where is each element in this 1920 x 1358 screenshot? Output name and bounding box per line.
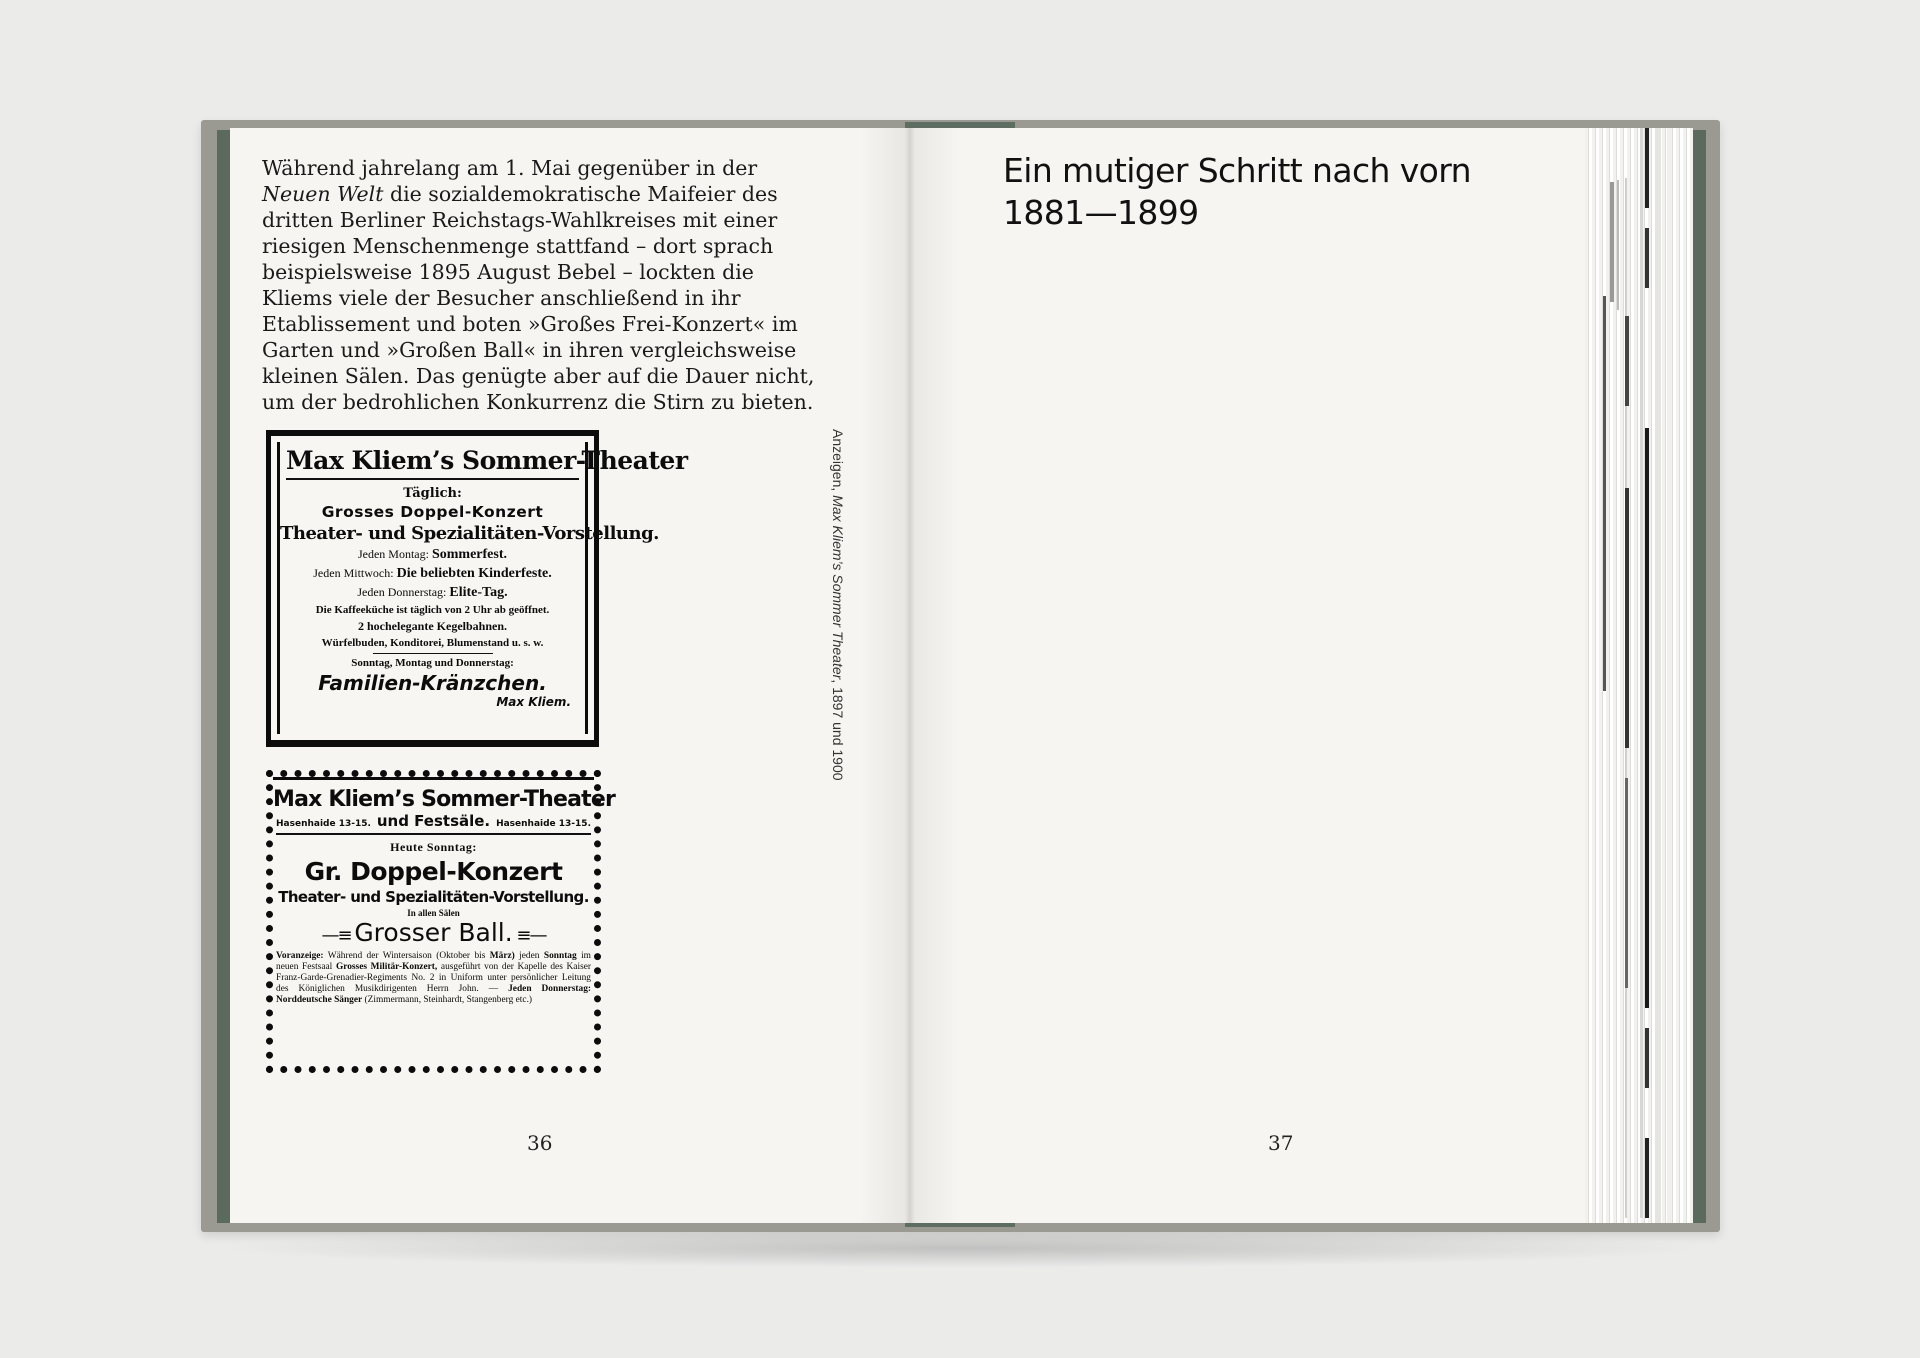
ad1-rule [373,653,493,654]
ad1-family: Familien-Kränzchen. [318,671,547,695]
book-shadow [215,1228,1710,1268]
ad2-concert: Gr. Doppel-Konzert [304,857,563,886]
ad2-all-halls: In allen Sälen [407,908,460,918]
ad1-thursday: Jeden Donnerstag: Elite-Tag. [357,585,508,600]
ad1-signature: Max Kliem. [496,695,571,709]
ad1-title: Max Kliem’s Sommer-Theater [286,444,579,480]
image-caption: Anzeigen, Max Kliem’s Sommer Theater, 1897 und 1900 [830,429,846,781]
ad1-daily: Täglich: [403,486,462,501]
ad2-address-row: Hasenhaide 13-15. und Festsäle. Hasenhaide 13-15. [276,812,591,835]
chapter-heading [1003,150,1471,234]
ad1-cafe: Die Kaffeeküche ist täglich von 2 Uhr ab geöffnet. [315,604,550,616]
body-paragraph: Während jahrelang am 1. Mai gegenüber in der Neuen Welt die sozialdemokratische Maifeier des dritten Berliner Reichstags-Wahlkreises mit einer riesigen Menschenmenge stattfand – dort sprach beispielsweise 1895 August Bebel – lockten die Kliems viele der Besucher anschließend in ihr Etablissement und boten »Großes Frei-Konzert« im Garten und »Großen Ball« in ihren vergleichsweise kleinen Sälen. Das genügte aber auf die Dauer nicht, um der bedrohlichen Konkurrenz die Stirn zu bieten. [262,156,815,414]
ad2-ball: —≡ Grosser Ball. ≡— [321,918,546,947]
ad1-days: Sonntag, Montag und Donnerstag: [351,657,514,669]
ad1-monday: Jeden Montag: Sommerfest. [357,547,508,562]
ad2-top-rule [273,777,594,780]
endpaper-edge-left [217,130,230,1223]
ad1-concert: Grosses Doppel-Konzert [321,503,544,521]
advertisement-1900 [266,770,616,1073]
chapter-title: Ein mutiger Schritt nach vorn [1003,151,1471,190]
page-number-right: 37 [1268,1131,1294,1155]
right-page [909,128,1585,1223]
endpaper-edge-right [1693,130,1706,1223]
ad2-title: Max Kliem’s Sommer-Theater [273,787,616,812]
ad1-stalls: Würfelbuden, Konditorei, Blumenstand u. s. w. [321,637,544,649]
ad2-theater: Theater- und Spezialitäten-Vorstellung. [278,888,589,906]
ad1-bowling: 2 hochelegante Kegelbahnen. [358,619,507,633]
page-edges [1585,128,1693,1223]
ad2-today: Heute Sonntag: [390,840,477,854]
chapter-years: 1881—1899 [1003,193,1199,232]
page-number-left: 36 [527,1131,553,1155]
ad2-notice: Voranzeige: Während der Wintersaison (Oktober bis März) jeden Sonntag im neuen Festsaal Grosses Militär-Konzert, ausgeführt von der Kapelle des Kaiser Franz-Garde-Grenadier-Regiments No. 2 in Uniform unter persönlicher Leitung des Königlichen Musikdirigenten Herrn John. — Jeden Donnerstag: Norddeutsche Sänger (Zimmermann, Steinhardt, Stangenberg etc.) [276,951,592,1005]
ad1-theater: Theater- und Spezialitäten-Vorstellung. [280,523,659,544]
advertisement-1897 [266,430,688,747]
ad1-wednesday: Jeden Mittwoch: Die beliebten Kinderfeste. [313,566,552,581]
